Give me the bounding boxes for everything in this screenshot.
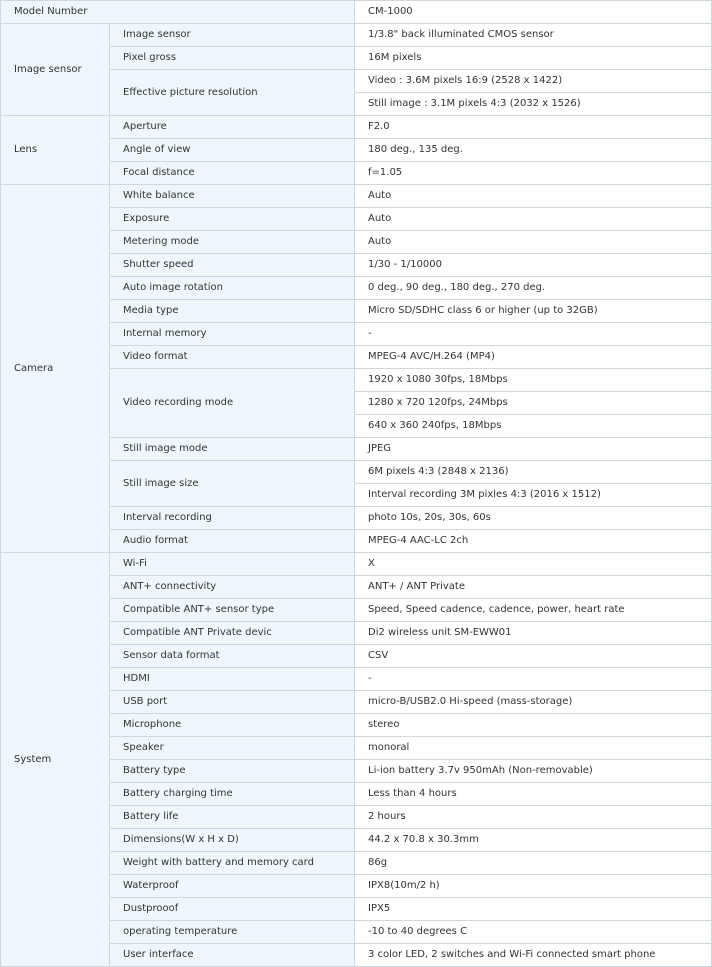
spec-label: Auto image rotation [110, 277, 355, 300]
spec-label: Weight with battery and memory card [110, 852, 355, 875]
spec-value: Auto [355, 231, 712, 254]
spec-label: Dimensions(W x H x D) [110, 829, 355, 852]
spec-label: Internal memory [110, 323, 355, 346]
spec-value: IPX5 [355, 898, 712, 921]
section-title: Camera [1, 185, 110, 553]
spec-label: Battery type [110, 760, 355, 783]
model-number-row [1, 1, 712, 24]
spec-label: Compatible ANT+ sensor type [110, 599, 355, 622]
spec-label: Image sensor [110, 24, 355, 47]
spec-label: Video recording mode [110, 369, 355, 438]
spec-value: MPEG-4 AVC/H.264 (MP4) [355, 346, 712, 369]
spec-row [1, 553, 712, 576]
spec-label: Angle of view [110, 139, 355, 162]
spec-value: 3 color LED, 2 switches and Wi-Fi connected smart phone [355, 944, 712, 967]
spec-label: Microphone [110, 714, 355, 737]
spec-label: Sensor data format [110, 645, 355, 668]
spec-value: 44.2 x 70.8 x 30.3mm [355, 829, 712, 852]
spec-label: Waterproof [110, 875, 355, 898]
spec-label: Wi-Fi [110, 553, 355, 576]
spec-value: 6M pixels 4:3 (2848 x 2136) [355, 461, 712, 484]
spec-value: - [355, 668, 712, 691]
spec-label: White balance [110, 185, 355, 208]
spec-value: 180 deg., 135 deg. [355, 139, 712, 162]
spec-label: Video format [110, 346, 355, 369]
spec-value: 1/30 - 1/10000 [355, 254, 712, 277]
spec-label: User interface [110, 944, 355, 967]
spec-label: ANT+ connectivity [110, 576, 355, 599]
spec-row [1, 24, 712, 47]
spec-label: Focal distance [110, 162, 355, 185]
spec-label: Dustprooof [110, 898, 355, 921]
spec-value: - [355, 323, 712, 346]
spec-value: f=1.05 [355, 162, 712, 185]
spec-label: HDMI [110, 668, 355, 691]
spec-label: Still image mode [110, 438, 355, 461]
spec-label: operating temperature [110, 921, 355, 944]
section-title: System [1, 553, 110, 967]
spec-value: 1920 x 1080 30fps, 18Mbps [355, 369, 712, 392]
model-number-value: CM-1000 [355, 1, 712, 24]
spec-label: Battery charging time [110, 783, 355, 806]
spec-value: -10 to 40 degrees C [355, 921, 712, 944]
spec-value: 640 x 360 240fps, 18Mbps [355, 415, 712, 438]
spec-value: X [355, 553, 712, 576]
spec-value: monoral [355, 737, 712, 760]
spec-row [1, 185, 712, 208]
spec-value: 86g [355, 852, 712, 875]
spec-label: Shutter speed [110, 254, 355, 277]
spec-value: Di2 wireless unit SM-EWW01 [355, 622, 712, 645]
spec-table-body [1, 1, 712, 967]
spec-value: Speed, Speed cadence, cadence, power, heart rate [355, 599, 712, 622]
spec-value: 1/3.8" back illuminated CMOS sensor [355, 24, 712, 47]
spec-label: Compatible ANT Private devic [110, 622, 355, 645]
spec-label: Pixel gross [110, 47, 355, 70]
spec-value: micro-B/USB2.0 Hi-speed (mass-storage) [355, 691, 712, 714]
spec-value: stereo [355, 714, 712, 737]
section-title: Lens [1, 116, 110, 185]
spec-label: Interval recording [110, 507, 355, 530]
spec-label: Metering mode [110, 231, 355, 254]
spec-label: Effective picture resolution [110, 70, 355, 116]
spec-value: CSV [355, 645, 712, 668]
spec-value: Auto [355, 185, 712, 208]
spec-row [1, 116, 712, 139]
spec-value: IPX8(10m/2 h) [355, 875, 712, 898]
spec-value: 0 deg., 90 deg., 180 deg., 270 deg. [355, 277, 712, 300]
spec-value: Micro SD/SDHC class 6 or higher (up to 32GB) [355, 300, 712, 323]
spec-value: Less than 4 hours [355, 783, 712, 806]
spec-value: Interval recording 3M pixles 4:3 (2016 x 1512) [355, 484, 712, 507]
spec-value: Auto [355, 208, 712, 231]
spec-value: 2 hours [355, 806, 712, 829]
spec-value: photo 10s, 20s, 30s, 60s [355, 507, 712, 530]
spec-value: F2.0 [355, 116, 712, 139]
spec-value: Li-ion battery 3.7v 950mAh (Non-removable) [355, 760, 712, 783]
spec-label: Speaker [110, 737, 355, 760]
spec-value: 16M pixels [355, 47, 712, 70]
spec-label: Battery life [110, 806, 355, 829]
spec-label: Aperture [110, 116, 355, 139]
spec-value: ANT+ / ANT Private [355, 576, 712, 599]
spec-label: Audio format [110, 530, 355, 553]
spec-label: Media type [110, 300, 355, 323]
spec-label: USB port [110, 691, 355, 714]
section-title: Image sensor [1, 24, 110, 116]
spec-value: 1280 x 720 120fps, 24Mbps [355, 392, 712, 415]
spec-value: MPEG-4 AAC-LC 2ch [355, 530, 712, 553]
spec-value: JPEG [355, 438, 712, 461]
spec-value: Still image : 3.1M pixels 4:3 (2032 x 1526) [355, 93, 712, 116]
spec-label: Still image size [110, 461, 355, 507]
model-number-label: Model Number [1, 1, 355, 24]
spec-value: Video : 3.6M pixels 16:9 (2528 x 1422) [355, 70, 712, 93]
spec-label: Exposure [110, 208, 355, 231]
